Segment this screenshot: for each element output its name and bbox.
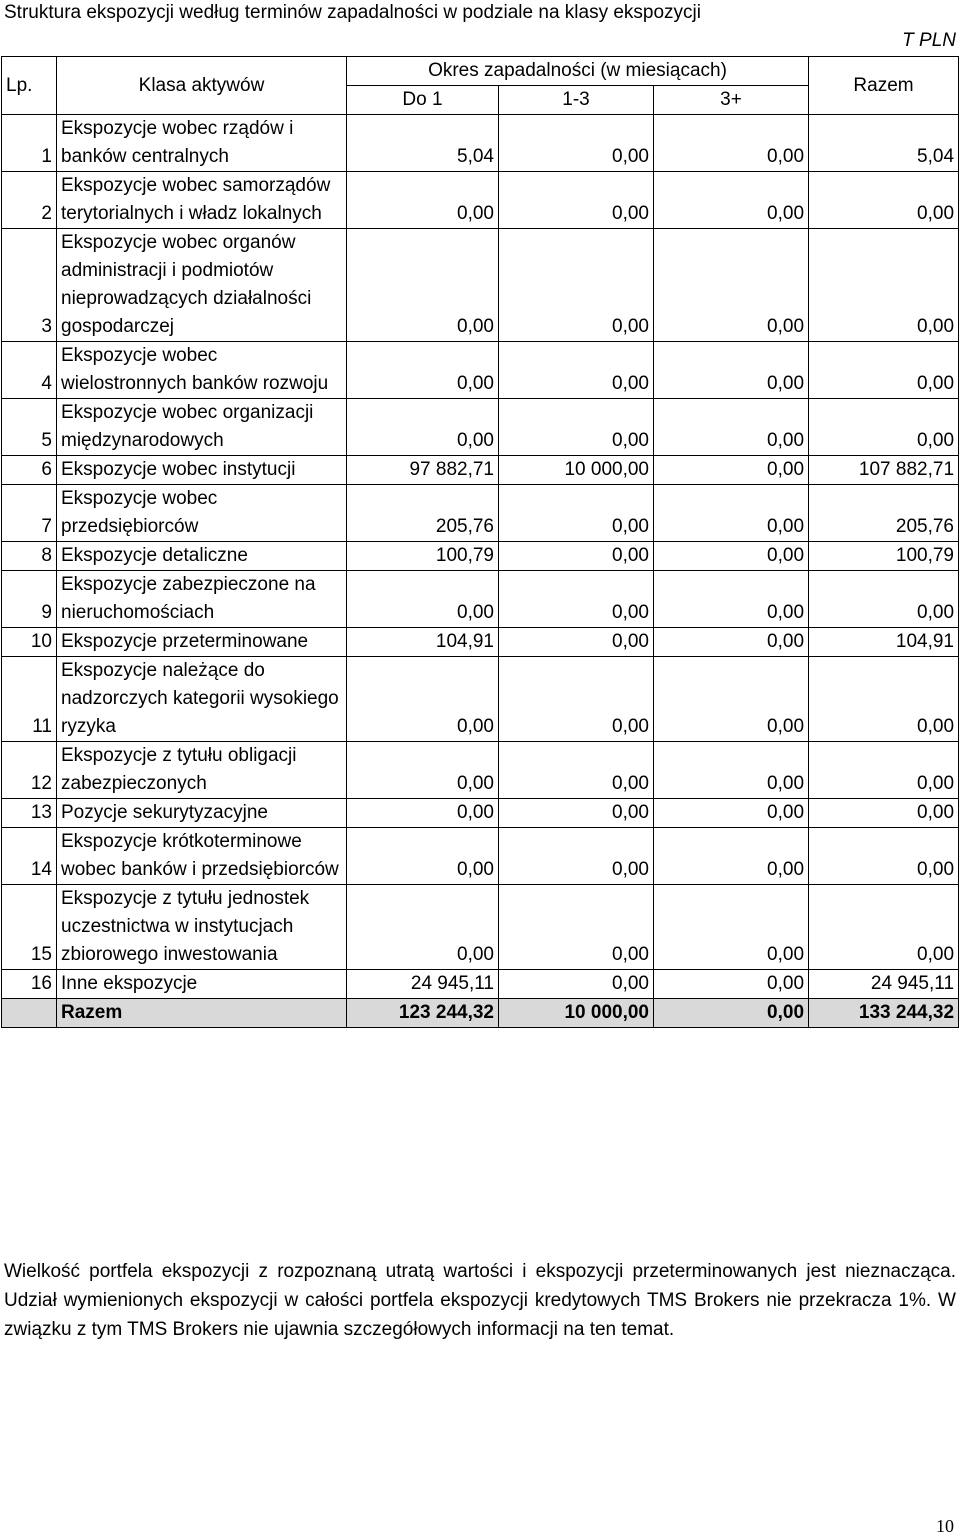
value-do1: 0,00 — [347, 657, 499, 742]
table-row — [2, 399, 959, 456]
table-row — [2, 229, 959, 342]
value-do1: 100,79 — [347, 542, 499, 571]
value-m3p: 0,00 — [654, 485, 809, 542]
asset-class-label: Ekspozycje wobec samorządów terytorialnych i władz lokalnych — [57, 172, 347, 229]
page-number: 10 — [936, 1516, 954, 1536]
page-title: Struktura ekspozycji według terminów zapadalności w podziale na klasy ekspozycji — [4, 2, 701, 23]
value-total: 0,00 — [809, 571, 959, 628]
table-row — [2, 172, 959, 229]
value-m1-3: 0,00 — [499, 172, 654, 229]
table-row — [2, 828, 959, 885]
value-total: 5,04 — [809, 115, 959, 172]
row-number: 16 — [2, 970, 57, 999]
asset-class-label: Razem — [57, 999, 347, 1028]
value-total: 0,00 — [809, 172, 959, 229]
table-row — [2, 657, 959, 742]
asset-class-label: Ekspozycje przeterminowane — [57, 628, 347, 657]
table-row — [2, 628, 959, 657]
asset-class-label: Ekspozycje wobec rządów i banków centralnych — [57, 115, 347, 172]
row-number: 6 — [2, 456, 57, 485]
asset-class-label: Ekspozycje wobec wielostronnych banków rozwoju — [57, 342, 347, 399]
header-3plus: 3+ — [654, 86, 809, 115]
header-lp: Lp. — [2, 57, 57, 115]
value-total: 107 882,71 — [809, 456, 959, 485]
value-m1-3: 0,00 — [499, 657, 654, 742]
value-m1-3: 0,00 — [499, 799, 654, 828]
disclosure-note: Wielkość portfela ekspozycji z rozpoznaną utratą wartości i ekspozycji przeterminowanych jest nieznacząca. Udział wymienionych ekspozycji w całości portfela ekspozycji kredytowych TMS Brokers nie przekracza 1%. W związku z tym TMS Brokers nie ujawnia szczegółowych informacji na ten temat. — [4, 1261, 956, 1340]
value-m1-3: 0,00 — [499, 885, 654, 970]
value-m1-3: 0,00 — [499, 742, 654, 799]
value-do1: 0,00 — [347, 799, 499, 828]
value-m1-3: 0,00 — [499, 485, 654, 542]
value-m3p: 0,00 — [654, 628, 809, 657]
value-total: 133 244,32 — [809, 999, 959, 1028]
row-number: 14 — [2, 828, 57, 885]
value-do1: 0,00 — [347, 172, 499, 229]
value-m3p: 0,00 — [654, 115, 809, 172]
asset-class-label: Ekspozycje krótkoterminowe wobec banków i przedsiębiorców — [57, 828, 347, 885]
row-number: 13 — [2, 799, 57, 828]
asset-class-label: Ekspozycje z tytułu jednostek uczestnictwa w instytucjach zbiorowego inwestowania — [57, 885, 347, 970]
value-m3p: 0,00 — [654, 571, 809, 628]
exposure-table — [1, 56, 959, 1028]
row-number: 9 — [2, 571, 57, 628]
header-period-group: Okres zapadalności (w miesiącach) — [347, 57, 809, 86]
value-do1: 0,00 — [347, 828, 499, 885]
value-do1: 97 882,71 — [347, 456, 499, 485]
value-m3p: 0,00 — [654, 172, 809, 229]
value-do1: 0,00 — [347, 342, 499, 399]
asset-class-label: Ekspozycje detaliczne — [57, 542, 347, 571]
row-number: 15 — [2, 885, 57, 970]
value-m1-3: 10 000,00 — [499, 999, 654, 1028]
value-total: 0,00 — [809, 799, 959, 828]
header-total: Razem — [809, 57, 959, 115]
asset-class-label: Ekspozycje wobec instytucji — [57, 456, 347, 485]
value-m1-3: 10 000,00 — [499, 456, 654, 485]
value-m3p: 0,00 — [654, 342, 809, 399]
value-do1: 5,04 — [347, 115, 499, 172]
value-m3p: 0,00 — [654, 229, 809, 342]
row-number: 1 — [2, 115, 57, 172]
value-total: 100,79 — [809, 542, 959, 571]
value-m3p: 0,00 — [654, 399, 809, 456]
value-m1-3: 0,00 — [499, 115, 654, 172]
value-m3p: 0,00 — [654, 885, 809, 970]
value-m1-3: 0,00 — [499, 229, 654, 342]
table-total-row — [2, 999, 959, 1028]
value-m1-3: 0,00 — [499, 628, 654, 657]
table-row — [2, 342, 959, 399]
asset-class-label: Ekspozycje wobec organów administracji i podmiotów nieprowadzących działalności gospodarczej — [57, 229, 347, 342]
value-do1: 24 945,11 — [347, 970, 499, 999]
value-do1: 0,00 — [347, 885, 499, 970]
row-number: 3 — [2, 229, 57, 342]
table-row — [2, 742, 959, 799]
row-number: 12 — [2, 742, 57, 799]
table-row — [2, 115, 959, 172]
value-total: 0,00 — [809, 399, 959, 456]
table-row — [2, 456, 959, 485]
value-m3p: 0,00 — [654, 970, 809, 999]
header-class: Klasa aktywów — [57, 57, 347, 115]
value-total: 205,76 — [809, 485, 959, 542]
value-total: 0,00 — [809, 742, 959, 799]
table-row — [2, 571, 959, 628]
value-do1: 0,00 — [347, 229, 499, 342]
value-m3p: 0,00 — [654, 828, 809, 885]
value-total: 0,00 — [809, 885, 959, 970]
value-m1-3: 0,00 — [499, 970, 654, 999]
row-number: 10 — [2, 628, 57, 657]
header-do1: Do 1 — [347, 86, 499, 115]
row-number: 8 — [2, 542, 57, 571]
row-number: 2 — [2, 172, 57, 229]
value-m1-3: 0,00 — [499, 399, 654, 456]
unit-label: T PLN — [902, 30, 956, 51]
asset-class-label: Ekspozycje wobec organizacji międzynarodowych — [57, 399, 347, 456]
asset-class-label: Ekspozycje zabezpieczone na nieruchomościach — [57, 571, 347, 628]
row-number — [2, 999, 57, 1028]
value-do1: 0,00 — [347, 742, 499, 799]
asset-class-label: Pozycje sekurytyzacyjne — [57, 799, 347, 828]
value-m1-3: 0,00 — [499, 571, 654, 628]
value-total: 24 945,11 — [809, 970, 959, 999]
value-do1: 0,00 — [347, 399, 499, 456]
row-number: 7 — [2, 485, 57, 542]
value-m3p: 0,00 — [654, 799, 809, 828]
row-number: 4 — [2, 342, 57, 399]
table-row — [2, 542, 959, 571]
value-m3p: 0,00 — [654, 542, 809, 571]
table-row — [2, 799, 959, 828]
value-m1-3: 0,00 — [499, 542, 654, 571]
value-total: 0,00 — [809, 229, 959, 342]
value-total: 0,00 — [809, 342, 959, 399]
value-total: 0,00 — [809, 657, 959, 742]
value-do1: 205,76 — [347, 485, 499, 542]
value-m3p: 0,00 — [654, 999, 809, 1028]
asset-class-label: Ekspozycje z tytułu obligacji zabezpieczonych — [57, 742, 347, 799]
table-row — [2, 970, 959, 999]
header-1-3: 1-3 — [499, 86, 654, 115]
table-row — [2, 485, 959, 542]
asset-class-label: Ekspozycje należące do nadzorczych kategorii wysokiego ryzyka — [57, 657, 347, 742]
asset-class-label: Inne ekspozycje — [57, 970, 347, 999]
value-do1: 104,91 — [347, 628, 499, 657]
value-total: 104,91 — [809, 628, 959, 657]
value-m1-3: 0,00 — [499, 828, 654, 885]
value-total: 0,00 — [809, 828, 959, 885]
value-do1: 0,00 — [347, 571, 499, 628]
value-do1: 123 244,32 — [347, 999, 499, 1028]
value-m3p: 0,00 — [654, 657, 809, 742]
asset-class-label: Ekspozycje wobec przedsiębiorców — [57, 485, 347, 542]
value-m1-3: 0,00 — [499, 342, 654, 399]
row-number: 5 — [2, 399, 57, 456]
row-number: 11 — [2, 657, 57, 742]
value-m3p: 0,00 — [654, 742, 809, 799]
table-row — [2, 885, 959, 970]
value-m3p: 0,00 — [654, 456, 809, 485]
